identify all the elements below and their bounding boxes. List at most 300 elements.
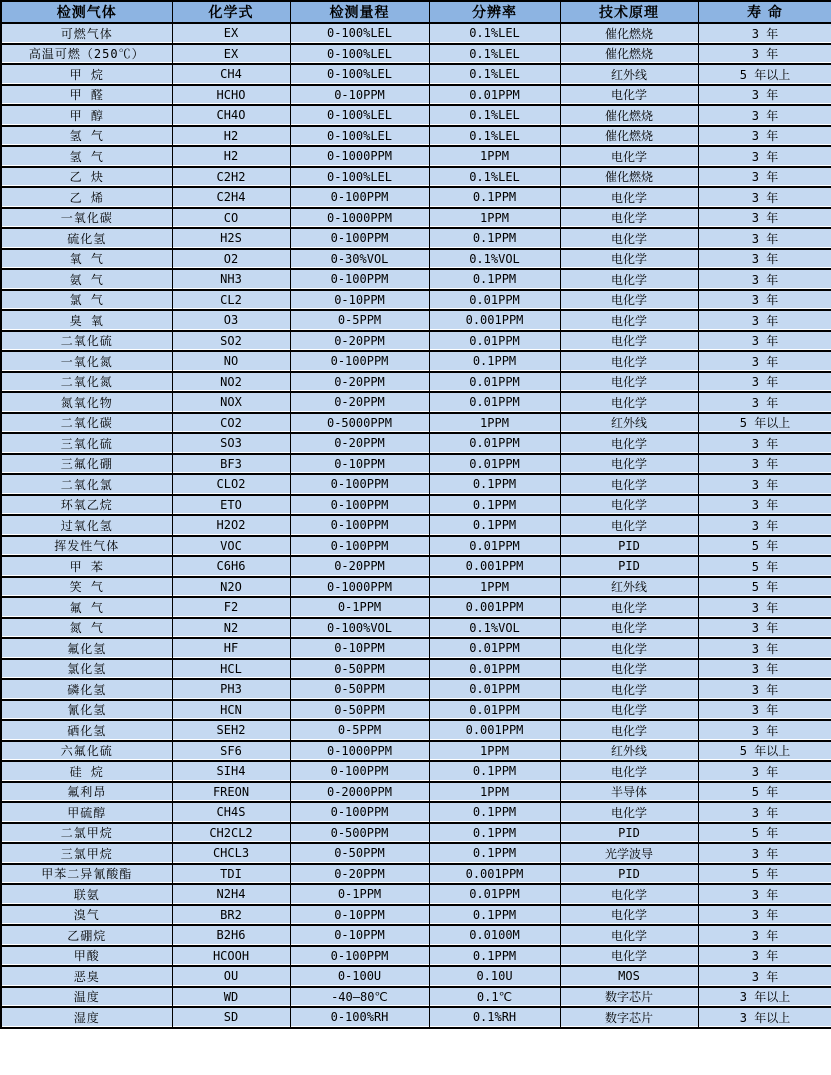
cell-gas-name: 氟利昂: [1, 782, 172, 803]
cell-gas-name: 三氯甲烷: [1, 843, 172, 864]
cell-chemical-formula: CLO2: [172, 474, 290, 495]
cell-resolution: 0.001PPM: [429, 597, 560, 618]
cell-resolution: 1PPM: [429, 782, 560, 803]
cell-detection-range: 0-100%VOL: [290, 618, 429, 639]
cell-chemical-formula: NO: [172, 351, 290, 372]
cell-detection-range: 0-20PPM: [290, 433, 429, 454]
table-row: [1, 187, 831, 208]
cell-lifespan: 3 年: [698, 905, 831, 926]
cell-gas-name: 硅 烷: [1, 761, 172, 782]
table-row: [1, 310, 831, 331]
cell-chemical-formula: NO2: [172, 372, 290, 393]
cell-resolution: 0.01PPM: [429, 638, 560, 659]
cell-technology: 电化学: [560, 905, 698, 926]
cell-chemical-formula: N2H4: [172, 884, 290, 905]
cell-detection-range: 0-100PPM: [290, 761, 429, 782]
cell-detection-range: 0-10PPM: [290, 905, 429, 926]
cell-resolution: 0.1PPM: [429, 823, 560, 844]
cell-detection-range: 0-50PPM: [290, 659, 429, 680]
cell-lifespan: 5 年: [698, 864, 831, 885]
cell-technology: 电化学: [560, 351, 698, 372]
cell-gas-name: 氮 气: [1, 618, 172, 639]
cell-technology: 电化学: [560, 720, 698, 741]
cell-detection-range: 0-100PPM: [290, 187, 429, 208]
cell-gas-name: 一氧化氮: [1, 351, 172, 372]
cell-lifespan: 3 年: [698, 208, 831, 229]
cell-lifespan: 3 年: [698, 966, 831, 987]
column-header-chemical-formula: 化学式: [172, 1, 290, 23]
cell-gas-name: 氨 气: [1, 269, 172, 290]
cell-technology: 电化学: [560, 925, 698, 946]
cell-detection-range: 0-100%RH: [290, 1007, 429, 1028]
cell-detection-range: 0-10PPM: [290, 85, 429, 106]
cell-lifespan: 3 年: [698, 638, 831, 659]
table-row: [1, 372, 831, 393]
table-row: [1, 761, 831, 782]
table-row: [1, 23, 831, 44]
cell-resolution: 0.01PPM: [429, 331, 560, 352]
cell-chemical-formula: H2: [172, 126, 290, 147]
table-row: [1, 495, 831, 516]
cell-lifespan: 3 年: [698, 659, 831, 680]
cell-chemical-formula: SD: [172, 1007, 290, 1028]
cell-resolution: 0.01PPM: [429, 536, 560, 557]
cell-chemical-formula: SF6: [172, 741, 290, 762]
table-row: [1, 823, 831, 844]
table-row: [1, 720, 831, 741]
cell-gas-name: 溴气: [1, 905, 172, 926]
cell-technology: 红外线: [560, 64, 698, 85]
cell-gas-name: 氟 气: [1, 597, 172, 618]
cell-chemical-formula: CH2CL2: [172, 823, 290, 844]
cell-chemical-formula: H2O2: [172, 515, 290, 536]
cell-resolution: 0.1PPM: [429, 351, 560, 372]
cell-gas-name: 温度: [1, 987, 172, 1008]
cell-lifespan: 3 年: [698, 761, 831, 782]
cell-resolution: 0.1%LEL: [429, 44, 560, 65]
cell-gas-name: 氟化氢: [1, 638, 172, 659]
table-row: [1, 987, 831, 1008]
cell-gas-name: 甲苯二异氰酸酯: [1, 864, 172, 885]
table-row: [1, 105, 831, 126]
cell-lifespan: 3 年: [698, 167, 831, 188]
cell-technology: 数字芯片: [560, 987, 698, 1008]
table-row: [1, 597, 831, 618]
cell-gas-name: 湿度: [1, 1007, 172, 1028]
cell-chemical-formula: B2H6: [172, 925, 290, 946]
table-row: [1, 146, 831, 167]
cell-resolution: 0.1%LEL: [429, 105, 560, 126]
cell-detection-range: 0-100%LEL: [290, 167, 429, 188]
cell-lifespan: 5 年: [698, 577, 831, 598]
cell-lifespan: 3 年: [698, 351, 831, 372]
cell-chemical-formula: SIH4: [172, 761, 290, 782]
cell-lifespan: 3 年: [698, 720, 831, 741]
cell-gas-name: 甲硫醇: [1, 802, 172, 823]
cell-detection-range: 0-100PPM: [290, 536, 429, 557]
cell-chemical-formula: CH4S: [172, 802, 290, 823]
cell-detection-range: 0-1000PPM: [290, 741, 429, 762]
table-row: [1, 741, 831, 762]
cell-detection-range: 0-100PPM: [290, 474, 429, 495]
table-row: [1, 864, 831, 885]
table-row: [1, 126, 831, 147]
cell-detection-range: 0-50PPM: [290, 679, 429, 700]
cell-gas-name: 甲 烷: [1, 64, 172, 85]
cell-chemical-formula: HF: [172, 638, 290, 659]
cell-lifespan: 5 年: [698, 556, 831, 577]
table-row: [1, 679, 831, 700]
cell-chemical-formula: SO3: [172, 433, 290, 454]
cell-gas-name: 二氯甲烷: [1, 823, 172, 844]
cell-lifespan: 3 年以上: [698, 1007, 831, 1028]
cell-resolution: 0.1%VOL: [429, 249, 560, 270]
table-row: [1, 946, 831, 967]
cell-lifespan: 3 年: [698, 372, 831, 393]
table-row: [1, 474, 831, 495]
cell-lifespan: 3 年: [698, 618, 831, 639]
cell-chemical-formula: CHCL3: [172, 843, 290, 864]
cell-technology: 红外线: [560, 413, 698, 434]
cell-chemical-formula: FREON: [172, 782, 290, 803]
table-row: [1, 1007, 831, 1028]
cell-resolution: 0.1%LEL: [429, 23, 560, 44]
cell-technology: PID: [560, 556, 698, 577]
table-row: [1, 85, 831, 106]
cell-technology: 电化学: [560, 208, 698, 229]
cell-detection-range: 0-100U: [290, 966, 429, 987]
cell-detection-range: 0-5PPM: [290, 310, 429, 331]
cell-technology: 电化学: [560, 85, 698, 106]
cell-resolution: 0.1PPM: [429, 495, 560, 516]
cell-gas-name: 臭 氧: [1, 310, 172, 331]
cell-gas-name: 二氧化碳: [1, 413, 172, 434]
cell-chemical-formula: TDI: [172, 864, 290, 885]
cell-detection-range: -40—80℃: [290, 987, 429, 1008]
cell-gas-name: 一氧化碳: [1, 208, 172, 229]
cell-resolution: 1PPM: [429, 741, 560, 762]
cell-resolution: 0.1%RH: [429, 1007, 560, 1028]
cell-lifespan: 5 年以上: [698, 413, 831, 434]
cell-resolution: 0.1PPM: [429, 802, 560, 823]
column-header-lifespan: 寿 命: [698, 1, 831, 23]
cell-technology: 电化学: [560, 249, 698, 270]
cell-chemical-formula: EX: [172, 44, 290, 65]
column-header-resolution: 分辨率: [429, 1, 560, 23]
cell-gas-name: 三氟化硼: [1, 454, 172, 475]
cell-resolution: 0.1PPM: [429, 269, 560, 290]
cell-resolution: 0.001PPM: [429, 310, 560, 331]
cell-resolution: 0.1PPM: [429, 905, 560, 926]
cell-chemical-formula: BF3: [172, 454, 290, 475]
cell-resolution: 0.01PPM: [429, 392, 560, 413]
table-row: [1, 802, 831, 823]
cell-technology: 电化学: [560, 146, 698, 167]
cell-lifespan: 3 年: [698, 843, 831, 864]
cell-chemical-formula: O3: [172, 310, 290, 331]
cell-gas-name: 二氧化氮: [1, 372, 172, 393]
cell-lifespan: 3 年: [698, 105, 831, 126]
table-row: [1, 454, 831, 475]
cell-gas-name: 甲酸: [1, 946, 172, 967]
cell-gas-name: 可燃气体: [1, 23, 172, 44]
cell-technology: PID: [560, 536, 698, 557]
cell-lifespan: 3 年: [698, 187, 831, 208]
table-row: [1, 290, 831, 311]
cell-lifespan: 3 年: [698, 884, 831, 905]
cell-technology: 催化燃烧: [560, 23, 698, 44]
cell-detection-range: 0-100PPM: [290, 228, 429, 249]
cell-chemical-formula: OU: [172, 966, 290, 987]
cell-detection-range: 0-100PPM: [290, 515, 429, 536]
cell-resolution: 1PPM: [429, 413, 560, 434]
cell-chemical-formula: H2S: [172, 228, 290, 249]
cell-lifespan: 5 年以上: [698, 741, 831, 762]
cell-chemical-formula: C2H4: [172, 187, 290, 208]
cell-technology: 光学波导: [560, 843, 698, 864]
cell-lifespan: 3 年: [698, 126, 831, 147]
cell-resolution: 0.01PPM: [429, 433, 560, 454]
cell-lifespan: 3 年: [698, 925, 831, 946]
cell-chemical-formula: VOC: [172, 536, 290, 557]
cell-detection-range: 0-100%LEL: [290, 126, 429, 147]
cell-detection-range: 0-50PPM: [290, 843, 429, 864]
cell-gas-name: 甲 醇: [1, 105, 172, 126]
cell-technology: MOS: [560, 966, 698, 987]
table-row: [1, 843, 831, 864]
cell-detection-range: 0-100PPM: [290, 495, 429, 516]
cell-chemical-formula: CH4O: [172, 105, 290, 126]
cell-gas-name: 二氧化硫: [1, 331, 172, 352]
cell-gas-name: 高温可燃（250℃）: [1, 44, 172, 65]
table-row: [1, 351, 831, 372]
cell-lifespan: 3 年: [698, 23, 831, 44]
cell-resolution: 0.1PPM: [429, 946, 560, 967]
cell-technology: 电化学: [560, 638, 698, 659]
cell-lifespan: 3 年: [698, 474, 831, 495]
cell-technology: 数字芯片: [560, 1007, 698, 1028]
cell-chemical-formula: ETO: [172, 495, 290, 516]
cell-chemical-formula: HCN: [172, 700, 290, 721]
cell-technology: 电化学: [560, 884, 698, 905]
cell-detection-range: 0-50PPM: [290, 700, 429, 721]
cell-gas-name: 氯化氢: [1, 659, 172, 680]
cell-detection-range: 0-10PPM: [290, 454, 429, 475]
table-row: [1, 782, 831, 803]
table-body: [1, 23, 831, 1028]
table-row: [1, 269, 831, 290]
cell-gas-name: 过氧化氢: [1, 515, 172, 536]
cell-lifespan: 3 年: [698, 331, 831, 352]
cell-technology: 电化学: [560, 290, 698, 311]
cell-detection-range: 0-1000PPM: [290, 146, 429, 167]
table-row: [1, 228, 831, 249]
cell-chemical-formula: SEH2: [172, 720, 290, 741]
cell-lifespan: 3 年: [698, 310, 831, 331]
cell-gas-name: 恶臭: [1, 966, 172, 987]
cell-detection-range: 0-5000PPM: [290, 413, 429, 434]
cell-chemical-formula: C6H6: [172, 556, 290, 577]
cell-technology: 电化学: [560, 659, 698, 680]
cell-detection-range: 0-100%LEL: [290, 105, 429, 126]
cell-chemical-formula: O2: [172, 249, 290, 270]
cell-resolution: 0.1PPM: [429, 187, 560, 208]
cell-resolution: 0.001PPM: [429, 720, 560, 741]
table-row: [1, 556, 831, 577]
cell-technology: 电化学: [560, 700, 698, 721]
cell-gas-name: 乙 烯: [1, 187, 172, 208]
cell-chemical-formula: SO2: [172, 331, 290, 352]
cell-technology: 电化学: [560, 372, 698, 393]
cell-detection-range: 0-10PPM: [290, 290, 429, 311]
cell-gas-name: 氮氧化物: [1, 392, 172, 413]
cell-resolution: 0.1PPM: [429, 228, 560, 249]
cell-resolution: 0.01PPM: [429, 884, 560, 905]
table-row: [1, 331, 831, 352]
header-row: [1, 1, 831, 23]
cell-gas-name: 磷化氢: [1, 679, 172, 700]
cell-technology: 红外线: [560, 577, 698, 598]
cell-technology: 电化学: [560, 454, 698, 475]
cell-gas-name: 乙硼烷: [1, 925, 172, 946]
cell-resolution: 0.1%LEL: [429, 126, 560, 147]
cell-technology: 电化学: [560, 474, 698, 495]
cell-lifespan: 3 年: [698, 495, 831, 516]
cell-lifespan: 3 年: [698, 269, 831, 290]
table-row: [1, 44, 831, 65]
cell-gas-name: 六氟化硫: [1, 741, 172, 762]
cell-resolution: 0.1PPM: [429, 474, 560, 495]
cell-resolution: 1PPM: [429, 146, 560, 167]
cell-detection-range: 0-5PPM: [290, 720, 429, 741]
cell-chemical-formula: CL2: [172, 290, 290, 311]
cell-resolution: 0.1PPM: [429, 843, 560, 864]
cell-technology: 电化学: [560, 802, 698, 823]
cell-detection-range: 0-1PPM: [290, 597, 429, 618]
cell-chemical-formula: EX: [172, 23, 290, 44]
table-row: [1, 700, 831, 721]
cell-gas-name: 环氧乙烷: [1, 495, 172, 516]
cell-chemical-formula: C2H2: [172, 167, 290, 188]
cell-resolution: 0.0100M: [429, 925, 560, 946]
cell-gas-name: 乙 炔: [1, 167, 172, 188]
cell-technology: 电化学: [560, 495, 698, 516]
cell-resolution: 0.01PPM: [429, 290, 560, 311]
cell-resolution: 0.1℃: [429, 987, 560, 1008]
cell-chemical-formula: BR2: [172, 905, 290, 926]
cell-detection-range: 0-20PPM: [290, 331, 429, 352]
cell-chemical-formula: H2: [172, 146, 290, 167]
cell-technology: 半导体: [560, 782, 698, 803]
cell-lifespan: 3 年: [698, 700, 831, 721]
cell-resolution: 1PPM: [429, 208, 560, 229]
cell-technology: 红外线: [560, 741, 698, 762]
cell-chemical-formula: CO2: [172, 413, 290, 434]
cell-resolution: 0.1PPM: [429, 761, 560, 782]
cell-resolution: 1PPM: [429, 577, 560, 598]
cell-chemical-formula: CH4: [172, 64, 290, 85]
cell-lifespan: 3 年: [698, 249, 831, 270]
table-row: [1, 249, 831, 270]
cell-gas-name: 二氧化氯: [1, 474, 172, 495]
cell-detection-range: 0-30%VOL: [290, 249, 429, 270]
cell-chemical-formula: N2: [172, 618, 290, 639]
cell-detection-range: 0-1000PPM: [290, 577, 429, 598]
cell-detection-range: 0-2000PPM: [290, 782, 429, 803]
cell-chemical-formula: F2: [172, 597, 290, 618]
cell-gas-name: 挥发性气体: [1, 536, 172, 557]
cell-gas-name: 硒化氢: [1, 720, 172, 741]
cell-lifespan: 3 年: [698, 946, 831, 967]
cell-detection-range: 0-100%LEL: [290, 64, 429, 85]
cell-detection-range: 0-100%LEL: [290, 23, 429, 44]
cell-gas-name: 氢 气: [1, 146, 172, 167]
cell-lifespan: 3 年: [698, 228, 831, 249]
cell-technology: 催化燃烧: [560, 105, 698, 126]
cell-technology: 电化学: [560, 679, 698, 700]
cell-detection-range: 0-10PPM: [290, 925, 429, 946]
cell-technology: 电化学: [560, 310, 698, 331]
table-row: [1, 577, 831, 598]
cell-technology: 电化学: [560, 618, 698, 639]
cell-gas-name: 笑 气: [1, 577, 172, 598]
table-row: [1, 413, 831, 434]
table-row: [1, 392, 831, 413]
cell-detection-range: 0-100PPM: [290, 946, 429, 967]
cell-gas-name: 甲 醛: [1, 85, 172, 106]
cell-technology: 催化燃烧: [560, 167, 698, 188]
cell-gas-name: 氢 气: [1, 126, 172, 147]
cell-lifespan: 3 年: [698, 290, 831, 311]
cell-resolution: 0.001PPM: [429, 864, 560, 885]
table-row: [1, 515, 831, 536]
cell-resolution: 0.1%VOL: [429, 618, 560, 639]
table-row: [1, 659, 831, 680]
cell-detection-range: 0-1000PPM: [290, 208, 429, 229]
cell-lifespan: 5 年以上: [698, 64, 831, 85]
cell-technology: 电化学: [560, 761, 698, 782]
cell-chemical-formula: CO: [172, 208, 290, 229]
cell-detection-range: 0-20PPM: [290, 556, 429, 577]
cell-chemical-formula: NOX: [172, 392, 290, 413]
cell-technology: 电化学: [560, 946, 698, 967]
cell-lifespan: 3 年以上: [698, 987, 831, 1008]
cell-lifespan: 5 年: [698, 782, 831, 803]
cell-detection-range: 0-20PPM: [290, 372, 429, 393]
cell-gas-name: 联氨: [1, 884, 172, 905]
cell-chemical-formula: PH3: [172, 679, 290, 700]
cell-technology: PID: [560, 864, 698, 885]
cell-resolution: 0.01PPM: [429, 679, 560, 700]
cell-resolution: 0.001PPM: [429, 556, 560, 577]
cell-lifespan: 3 年: [698, 802, 831, 823]
table-row: [1, 884, 831, 905]
cell-gas-name: 氧 气: [1, 249, 172, 270]
table-row: [1, 905, 831, 926]
cell-resolution: 0.01PPM: [429, 372, 560, 393]
table-row: [1, 618, 831, 639]
cell-detection-range: 0-10PPM: [290, 638, 429, 659]
table-row: [1, 536, 831, 557]
cell-gas-name: 甲 苯: [1, 556, 172, 577]
cell-resolution: 0.01PPM: [429, 454, 560, 475]
cell-resolution: 0.01PPM: [429, 659, 560, 680]
cell-detection-range: 0-100PPM: [290, 351, 429, 372]
cell-technology: 电化学: [560, 597, 698, 618]
cell-chemical-formula: NH3: [172, 269, 290, 290]
cell-technology: 催化燃烧: [560, 126, 698, 147]
cell-lifespan: 3 年: [698, 85, 831, 106]
